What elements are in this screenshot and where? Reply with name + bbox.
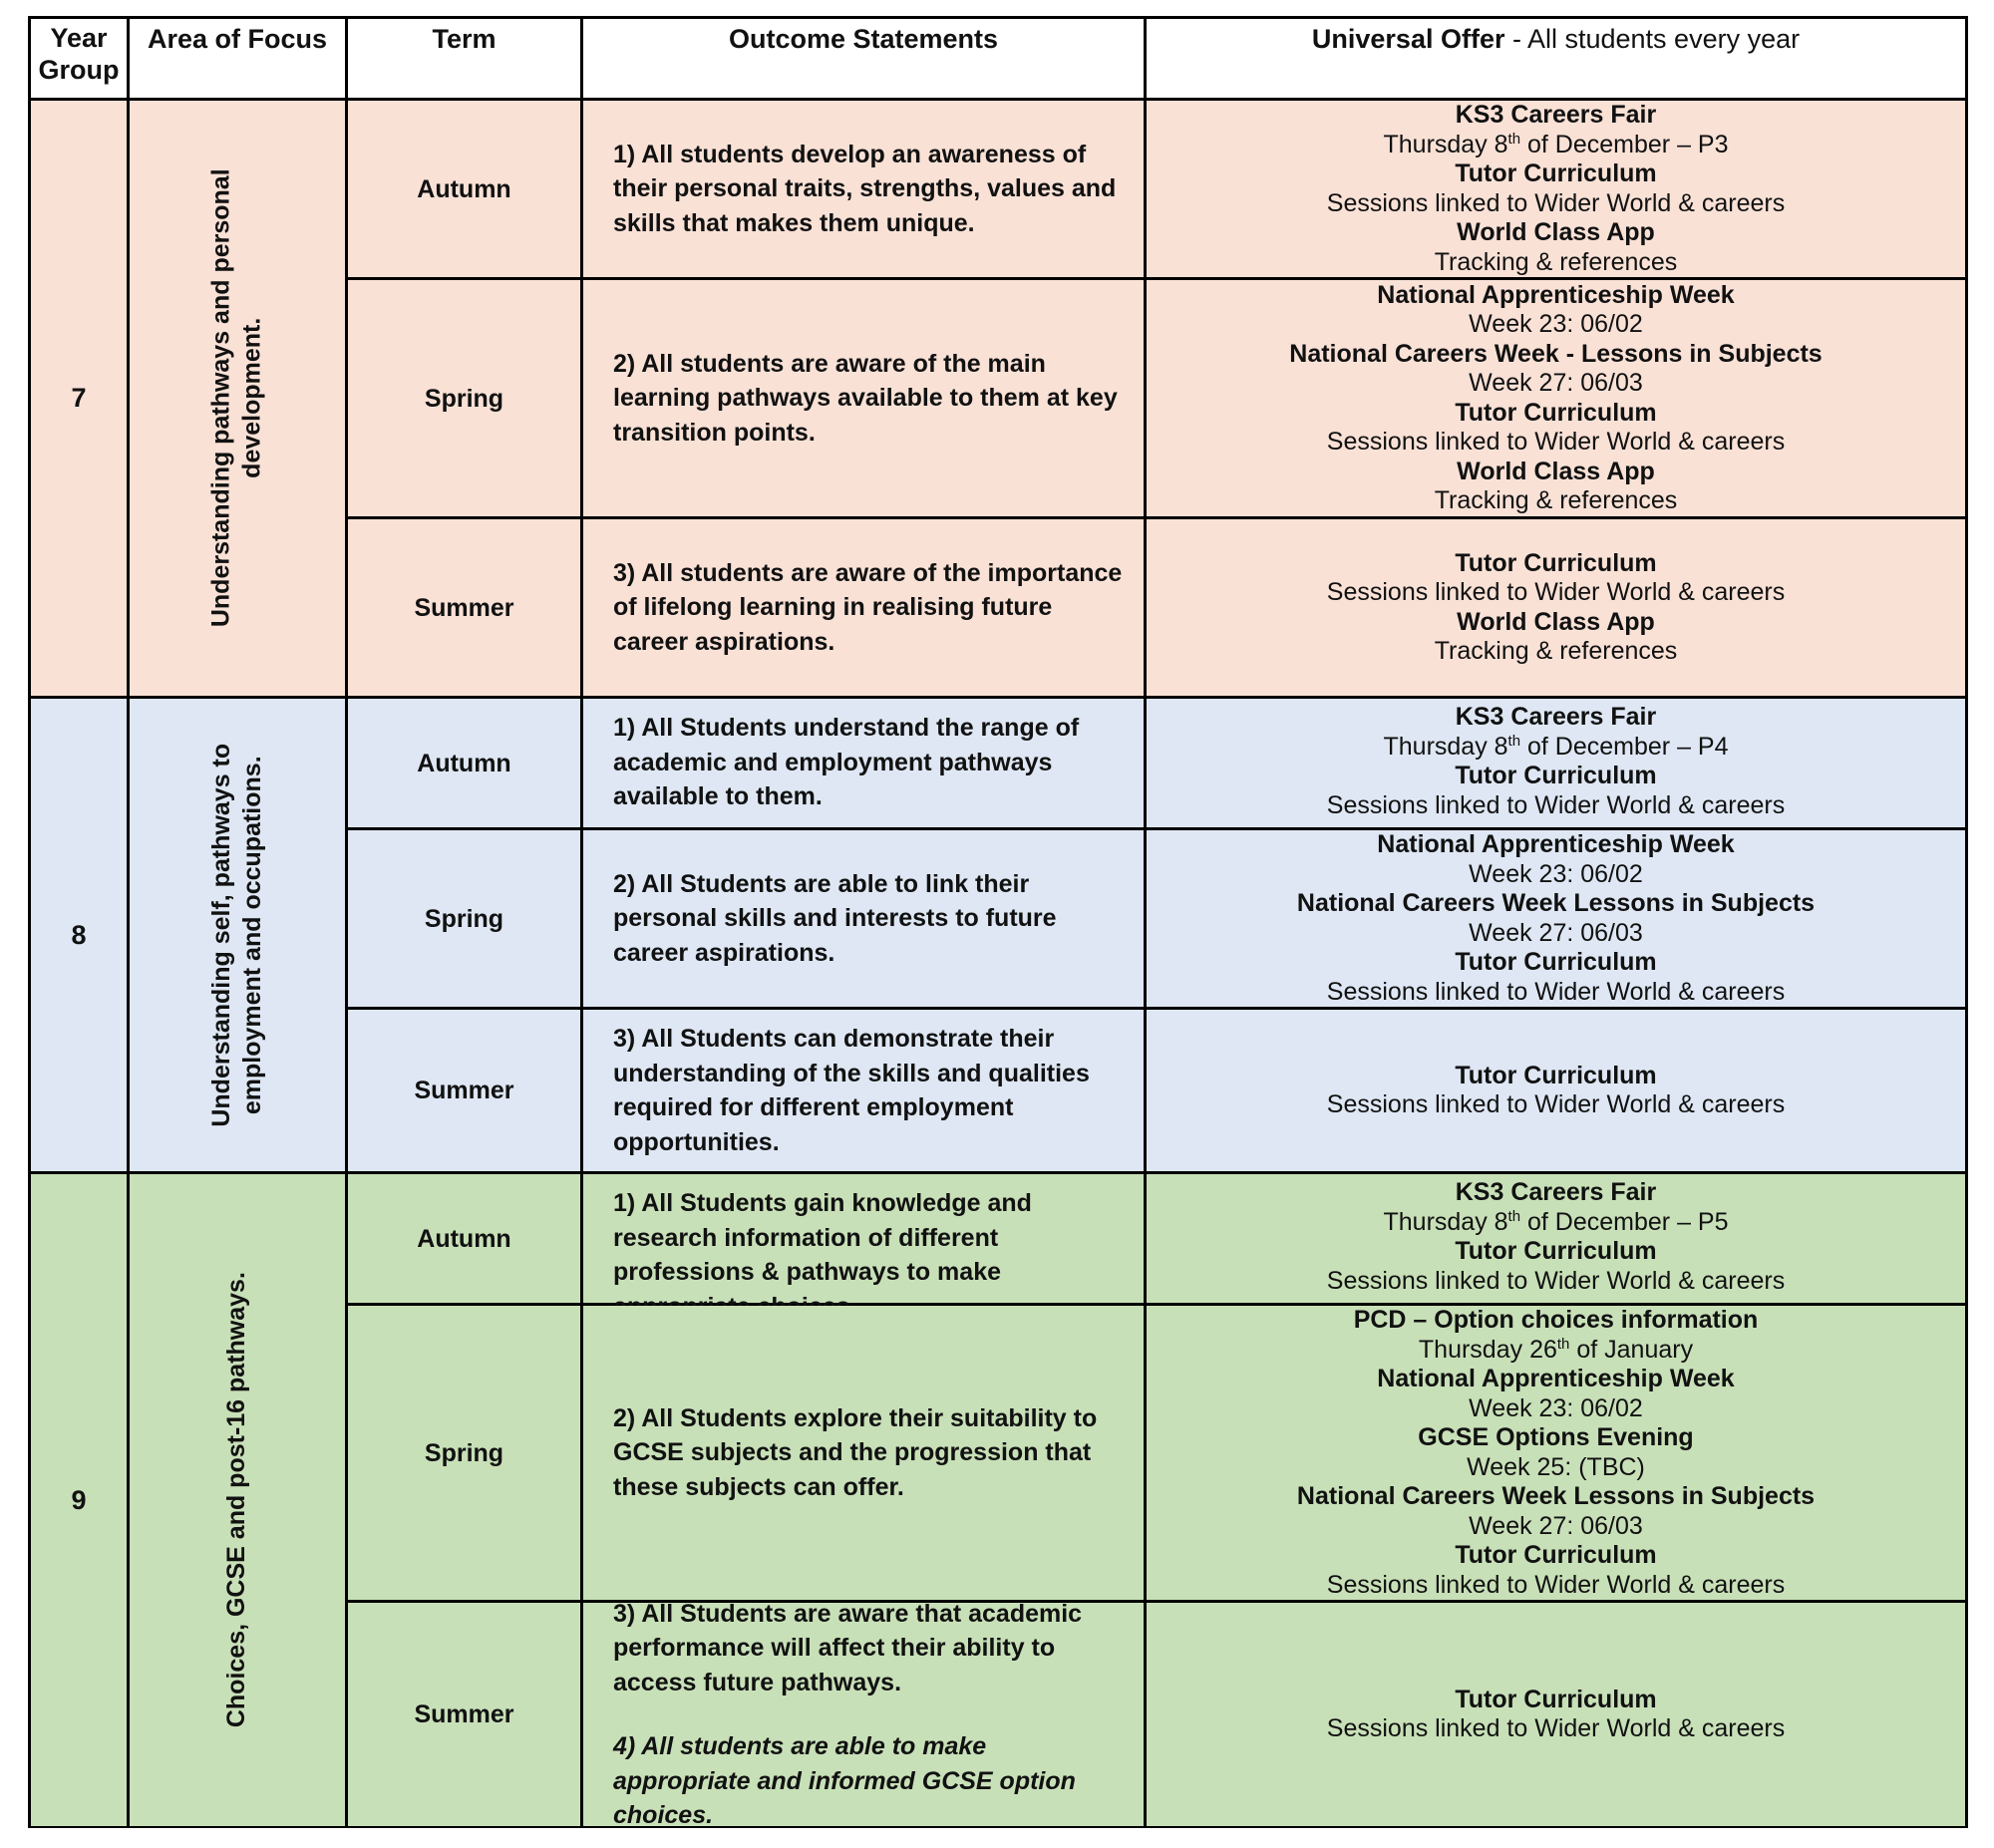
offer-title: National Apprenticeship Week	[1377, 1365, 1735, 1392]
universal-offer	[1147, 519, 1965, 699]
offer-title: KS3 Careers Fair	[1455, 703, 1657, 731]
offer-detail: Sessions linked to Wider World & careers	[1326, 977, 1786, 1006]
outcome-statement: 3) All Students can demonstrate their understanding of the skills and qualities required for different employment opportunities.	[583, 1010, 1147, 1174]
year-group-9: 9	[31, 1174, 130, 1826]
offer-detail: Week 27: 06/03	[1469, 918, 1643, 947]
offer-detail: Week 23: 06/02	[1469, 859, 1643, 888]
offer-detail: Sessions linked to Wider World & careers	[1326, 1714, 1786, 1742]
focus-text	[221, 1272, 252, 1727]
outcome-statement-3: 3) All Students are aware that academic performance will affect their ability to access future pathways.	[613, 1599, 1083, 1696]
offer-detail: Tracking & references	[1434, 637, 1678, 665]
offer-title: KS3 Careers Fair	[1455, 101, 1657, 129]
offer-detail-sup: th	[1556, 1335, 1570, 1353]
offer-detail	[1383, 131, 1728, 160]
offer-detail-pre: Thursday 26	[1418, 1335, 1557, 1364]
offer-title: National Careers Week - Lessons in Subjects	[1289, 339, 1823, 368]
offer-title: National Apprenticeship Week	[1377, 830, 1735, 858]
focus-text	[206, 169, 269, 628]
offer-detail-post: of December – P3	[1520, 130, 1729, 158]
term-label: Spring	[348, 1306, 583, 1603]
offer-detail-pre: Thursday 8	[1383, 130, 1508, 158]
universal-offer	[1147, 1010, 1965, 1174]
focus-line-2: employment and occupations.	[238, 756, 266, 1114]
focus-text	[206, 744, 269, 1127]
offer-detail-sup: th	[1507, 1207, 1521, 1225]
offer-title: World Class App	[1457, 607, 1655, 636]
outcome-statement: 1) All Students understand the range of academic and employment pathways available to them.	[583, 699, 1147, 830]
year-group-8: 8	[31, 699, 130, 1174]
area-of-focus-year-9	[130, 1174, 348, 1826]
offer-detail: Week 23: 06/02	[1469, 310, 1643, 338]
focus-line-1: Understanding self, pathways to	[206, 743, 235, 1127]
offer-title: PCD – Option choices information	[1353, 1306, 1759, 1334]
outcome-statement: 2) All students are aware of the main learning pathways available to them at key transition points.	[583, 280, 1147, 519]
offer-title: Tutor Curriculum	[1455, 1237, 1657, 1265]
offer-detail: Sessions linked to Wider World & careers	[1326, 188, 1786, 217]
offer-title: Tutor Curriculum	[1455, 548, 1657, 577]
offer-detail: Tracking & references	[1434, 486, 1678, 514]
outcome-statement: 3) All students are aware of the importance of lifelong learning in realising future career aspirations.	[583, 519, 1147, 699]
universal-offer	[1147, 280, 1965, 519]
offer-title: Tutor Curriculum	[1455, 1541, 1657, 1569]
header-area-of-focus: Area of Focus	[130, 19, 348, 101]
term-label: Summer	[348, 1603, 583, 1826]
focus-line-1: Choices, GCSE and post-16 pathways.	[222, 1272, 251, 1728]
offer-detail-sup: th	[1507, 130, 1521, 148]
area-of-focus-year-7	[130, 101, 348, 699]
offer-detail: Week 27: 06/03	[1469, 369, 1643, 397]
offer-title: GCSE Options Evening	[1418, 1423, 1694, 1451]
term-label: Autumn	[348, 699, 583, 830]
header-universal-offer-rest: - All students every year	[1504, 24, 1801, 54]
offer-title: National Careers Week Lessons in Subjects	[1296, 1482, 1816, 1510]
offer-detail: Sessions linked to Wider World & careers	[1326, 578, 1786, 606]
term-label: Autumn	[348, 1174, 583, 1306]
offer-title: KS3 Careers Fair	[1455, 1178, 1657, 1206]
offer-detail-sup: th	[1507, 732, 1521, 750]
offer-detail: Sessions linked to Wider World & careers	[1326, 1266, 1786, 1295]
offer-detail: Week 25: (TBC)	[1467, 1452, 1645, 1481]
offer-detail: Sessions linked to Wider World & careers	[1326, 1090, 1786, 1118]
year-group-7: 7	[31, 101, 130, 699]
header-year-group-line1: Year	[50, 23, 108, 53]
term-label: Summer	[348, 519, 583, 699]
offer-detail	[1419, 1336, 1693, 1366]
offer-detail-post: of December – P4	[1520, 732, 1729, 761]
offer-title: Tutor Curriculum	[1455, 159, 1657, 187]
offer-title: Tutor Curriculum	[1455, 1061, 1657, 1089]
term-label: Summer	[348, 1010, 583, 1174]
offer-detail	[1383, 1208, 1728, 1238]
header-year-group-line2: Group	[38, 54, 120, 85]
header-term: Term	[348, 19, 583, 101]
careers-table	[28, 16, 1968, 1828]
offer-title: Tutor Curriculum	[1455, 948, 1657, 976]
header-universal-offer	[1147, 19, 1965, 101]
universal-offer	[1147, 101, 1965, 280]
universal-offer	[1147, 1603, 1965, 1826]
header-outcome-statements: Outcome Statements	[583, 19, 1147, 101]
outcome-statement: 2) All Students explore their suitability to GCSE subjects and the progression that these subjects can offer.	[583, 1306, 1147, 1603]
focus-line-2: development.	[238, 317, 266, 479]
offer-detail: Tracking & references	[1434, 247, 1678, 276]
offer-detail-post: of December – P5	[1520, 1207, 1729, 1236]
area-of-focus-year-8	[130, 699, 348, 1174]
term-label: Autumn	[348, 101, 583, 280]
universal-offer	[1147, 699, 1965, 830]
header-year-group	[31, 19, 130, 101]
offer-title: Tutor Curriculum	[1455, 1685, 1657, 1713]
universal-offer	[1147, 1174, 1965, 1306]
term-label: Spring	[348, 830, 583, 1010]
offer-title: National Careers Week Lessons in Subjects	[1296, 889, 1816, 917]
offer-detail: Sessions linked to Wider World & careers	[1326, 790, 1786, 819]
offer-detail: Sessions linked to Wider World & careers	[1326, 428, 1786, 456]
outcome-statement-4: 4) All students are able to make appropriate and informed GCSE option choices.	[613, 1732, 1076, 1829]
term-label: Spring	[348, 280, 583, 519]
offer-detail-pre: Thursday 8	[1383, 1207, 1508, 1236]
offer-title: National Apprenticeship Week	[1377, 280, 1735, 309]
focus-line-1: Understanding pathways and personal	[206, 168, 235, 628]
offer-detail: Week 23: 06/02	[1469, 1393, 1643, 1422]
offer-detail: Sessions linked to Wider World & careers	[1326, 1570, 1786, 1599]
offer-detail-post: of January	[1569, 1335, 1694, 1364]
offer-title: World Class App	[1457, 457, 1655, 485]
outcome-statement: 1) All Students gain knowledge and research information of different professions & pathways to make	[583, 1174, 1147, 1306]
outcome-statement	[583, 1599, 1147, 1829]
offer-title: World Class App	[1457, 218, 1655, 246]
outcome-statement: 1) All students develop an awareness of their personal traits, strengths, values and skills that makes them unique.	[583, 101, 1147, 280]
offer-title: Tutor Curriculum	[1455, 762, 1657, 789]
offer-title: Tutor Curriculum	[1455, 398, 1657, 427]
offer-detail-pre: Thursday 8	[1383, 732, 1508, 761]
outcome-statement: 2) All Students are able to link their personal skills and interests to future career aspirations.	[583, 830, 1147, 1010]
header-universal-offer-bold: Universal Offer	[1311, 24, 1505, 54]
offer-detail	[1383, 733, 1728, 763]
offer-detail: Week 27: 06/03	[1469, 1511, 1643, 1540]
universal-offer	[1147, 830, 1965, 1010]
universal-offer	[1147, 1306, 1965, 1603]
